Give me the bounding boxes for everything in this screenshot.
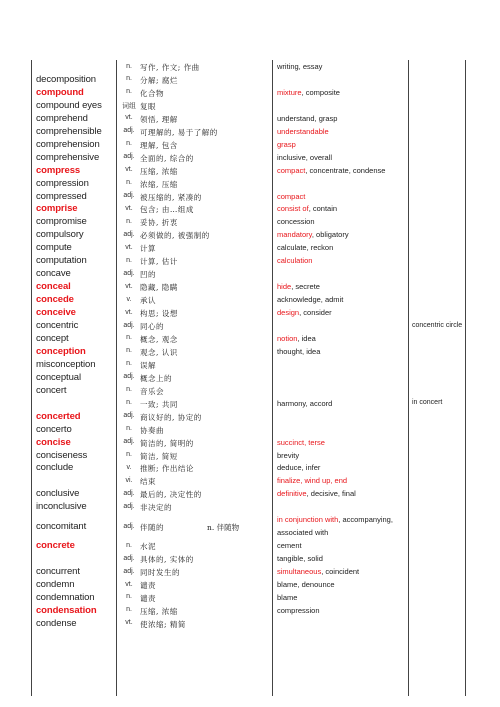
row-chinese-meaning: 商议好的, 协定的 <box>140 412 202 422</box>
row-part-of-speech: adj. <box>123 127 135 135</box>
synonym-text: blame <box>277 592 298 602</box>
table-row <box>0 605 500 618</box>
row-synonyms <box>277 230 349 239</box>
row-synonyms <box>277 140 296 149</box>
row-word: misconception <box>36 358 96 370</box>
synonym-text: , contain <box>308 204 338 214</box>
row-chinese-meaning: 妥协, 折衷 <box>140 218 178 228</box>
synonym-highlight: consist of <box>277 204 309 214</box>
row-synonyms <box>277 282 320 291</box>
row-chinese-meaning: 计算 <box>140 244 156 254</box>
row-chinese-meaning: 音乐会 <box>140 386 164 396</box>
row-chinese-meaning: 最后的, 决定性的 <box>140 490 202 500</box>
synonym-text: , concentrate, condense <box>305 165 386 175</box>
row-chinese-meaning: 压缩, 浓缩 <box>140 606 178 616</box>
synonym-text: , decisive, final <box>306 489 356 499</box>
row-synonyms <box>277 463 320 472</box>
row-synonyms <box>277 399 332 408</box>
synonym-highlight: mixture <box>277 87 302 97</box>
table-row <box>0 346 500 359</box>
table-row <box>0 411 500 424</box>
row-synonyms <box>277 606 320 615</box>
synonym-text: thought, idea <box>277 346 321 356</box>
table-row <box>0 268 500 281</box>
row-part-of-speech: adj. <box>123 269 135 277</box>
row-chinese-meaning: 分解; 腐烂 <box>140 75 178 85</box>
row-word: compound <box>36 86 84 98</box>
row-part-of-speech: n. <box>126 62 132 70</box>
row-word: concert <box>36 384 67 396</box>
row-chinese-meaning: 谴责 <box>140 581 156 590</box>
synonym-text: acknowledge, admit <box>277 295 344 305</box>
row-word: condemn <box>36 579 75 590</box>
table-row <box>0 203 500 216</box>
row-synonyms-continued: associated with <box>277 528 329 538</box>
row-part-of-speech: adj. <box>123 502 135 510</box>
table-row <box>0 61 500 74</box>
synonym-text: writing, essay <box>277 62 323 71</box>
row-part-of-speech: vt. <box>125 114 133 122</box>
row-part-of-speech: n. <box>126 334 132 342</box>
row-chinese-meaning: 结束 <box>140 477 156 487</box>
row-part-of-speech: adj. <box>123 192 135 199</box>
row-part-of-speech: adj. <box>123 153 135 161</box>
table-row <box>0 333 500 346</box>
row-part-of-speech: vt. <box>125 243 133 251</box>
row-chinese-meaning: 非决定的 <box>140 503 172 513</box>
synonym-text: calculate, reckon <box>277 243 334 253</box>
row-word: comprehensive <box>36 151 100 163</box>
row-word: conciseness <box>36 449 88 461</box>
row-word: conclude <box>36 462 74 474</box>
table-row <box>0 139 500 152</box>
row-chinese-meaning: 包含; 由…组成 <box>140 205 194 215</box>
synonym-text: understand, grasp <box>277 113 338 123</box>
row-phrase: concentric circle <box>412 321 463 329</box>
row-chinese-meaning: 协奏曲 <box>140 425 164 435</box>
row-synonyms <box>277 192 305 201</box>
synonym-highlight: notion <box>277 333 298 343</box>
row-chinese-meaning: 具体的, 实体的 <box>140 555 194 565</box>
table-row <box>0 514 500 540</box>
row-word: concave <box>36 268 71 280</box>
row-synonyms <box>277 541 302 550</box>
row-word: concerted <box>36 410 81 422</box>
row-word: concomitant <box>36 521 87 533</box>
row-part-of-speech: n. <box>126 347 132 355</box>
row-part-of-speech: n. <box>126 140 132 148</box>
table-row <box>0 216 500 229</box>
row-word: computation <box>36 255 87 267</box>
row-synonyms <box>277 580 335 589</box>
table-row <box>0 87 500 100</box>
table-row <box>0 475 500 488</box>
row-synonyms <box>277 204 337 213</box>
row-synonyms <box>277 243 333 252</box>
row-part-of-speech: n. <box>126 179 132 187</box>
synonym-text: , composite <box>301 87 340 97</box>
table-row <box>0 398 500 411</box>
synonym-highlight: hide <box>277 282 292 292</box>
row-word: comprehensible <box>36 125 102 137</box>
row-chinese-meaning: 误解 <box>140 360 156 370</box>
table-row <box>0 229 500 242</box>
row-chinese-meaning: 同心的 <box>140 322 164 331</box>
row-chinese-meaning: 伴随的 <box>140 523 164 533</box>
row-word: comprehend <box>36 112 88 124</box>
row-part-of-speech: n. <box>126 88 132 96</box>
synonym-highlight: definitive <box>277 489 307 499</box>
row-word: compressed <box>36 190 87 202</box>
row-part-of-speech: vt. <box>125 308 133 316</box>
row-part-of-speech: vt. <box>125 619 133 627</box>
row-part-of-speech: n. <box>126 360 132 368</box>
row-synonyms <box>277 256 312 265</box>
row-synonyms <box>277 62 322 71</box>
synonym-highlight: mandatory <box>277 230 312 240</box>
row-chinese-meaning: 理解, 包含 <box>140 140 178 150</box>
row-synonyms <box>277 593 297 602</box>
row-synonyms <box>277 476 347 485</box>
row-word: condense <box>36 617 77 629</box>
table-row <box>0 579 500 592</box>
row-part-of-speech: adj. <box>123 321 135 329</box>
row-chinese-meaning: 简洁, 简短 <box>140 451 178 461</box>
row-word: decomposition <box>36 73 96 85</box>
row-part-of-speech: adj. <box>123 489 135 497</box>
row-part-of-speech: n. <box>126 451 132 458</box>
row-word: concede <box>36 294 74 306</box>
row-word: compound eyes <box>36 99 102 111</box>
synonym-highlight: succinct, terse <box>277 437 325 447</box>
row-word: concentric <box>36 320 79 331</box>
row-chinese-meaning: 压缩, 浓缩 <box>140 166 178 176</box>
row-part-of-speech: adj. <box>123 373 135 381</box>
row-part-of-speech: n. <box>126 217 132 225</box>
row-synonyms <box>277 308 332 317</box>
table-row <box>0 178 500 191</box>
row-chinese-meaning: 凹的 <box>140 270 156 280</box>
row-part-of-speech: vt. <box>125 282 133 290</box>
row-chinese-meaning: 隐藏, 隐瞒 <box>140 283 178 293</box>
row-chinese-meaning: 写作, 作文; 作曲 <box>140 63 200 72</box>
row-part-of-speech: adj. <box>123 522 135 530</box>
row-word: comprehension <box>36 138 100 150</box>
table-row <box>0 385 500 398</box>
row-word: compute <box>36 242 72 254</box>
synonym-text: blame, denounce <box>277 580 335 589</box>
row-part-of-speech: adj. <box>123 567 135 575</box>
table-row <box>0 152 500 165</box>
row-synonyms <box>277 567 359 576</box>
table-row <box>0 592 500 605</box>
table-row <box>0 242 500 255</box>
row-chinese-meaning: 概念, 观念 <box>140 334 178 344</box>
table-row <box>0 100 500 113</box>
row-word: conclusive <box>36 488 80 500</box>
row-part-of-speech: n. <box>126 593 132 601</box>
row-word: concept <box>36 332 69 344</box>
row-word: concurrent <box>36 566 80 578</box>
row-part-of-speech: v. <box>126 463 132 471</box>
table-row <box>0 320 500 333</box>
row-chinese-meaning: 同时发生的 <box>140 568 180 578</box>
row-word: compromise <box>36 216 87 228</box>
table-row <box>0 191 500 204</box>
table-row <box>0 359 500 372</box>
row-word: conception <box>36 345 86 357</box>
row-synonyms <box>277 554 323 563</box>
synonym-text: cement <box>277 541 302 551</box>
table-row <box>0 540 500 553</box>
row-synonyms <box>277 438 325 447</box>
table-row <box>0 307 500 320</box>
row-word: conceal <box>36 281 71 293</box>
row-chinese-meaning: 领悟, 理解 <box>140 114 178 124</box>
synonym-text: inclusive, overall <box>277 152 333 162</box>
row-part-of-speech: vi. <box>125 476 133 484</box>
synonym-highlight: finalize, wind up, end <box>277 476 348 486</box>
row-chinese-meaning: 被压缩的, 紧凑的 <box>140 192 202 202</box>
row-synonyms <box>277 127 329 136</box>
table-row <box>0 618 500 631</box>
synonym-text: concession <box>277 217 315 227</box>
row-word: compress <box>36 164 81 176</box>
row-word: concrete <box>36 540 75 552</box>
table-row <box>0 74 500 87</box>
table-row <box>0 501 500 514</box>
table-row <box>0 553 500 566</box>
row-word: conceptual <box>36 371 81 383</box>
synonym-highlight: in conjunction with <box>277 515 339 525</box>
synonym-text: , secrete <box>291 282 320 292</box>
synonym-text: deduce, infer <box>277 463 321 473</box>
row-synonyms <box>277 347 320 356</box>
row-word: concise <box>36 436 71 448</box>
table-row <box>0 450 500 463</box>
table-row <box>0 488 500 501</box>
row-synonyms <box>277 88 340 97</box>
row-synonyms <box>277 451 299 460</box>
row-chinese-meaning: 推断; 作出结论 <box>140 464 194 474</box>
row-part-of-speech: adj. <box>123 438 135 446</box>
synonym-highlight: simultaneous <box>277 567 322 577</box>
row-part-of-speech: adj. <box>123 554 135 562</box>
row-chinese-meaning: 化合物 <box>140 88 164 98</box>
row-chinese-meaning: 浓缩, 压缩 <box>140 179 178 189</box>
row-part-of-speech: adj. <box>123 412 135 420</box>
row-part-of-speech: n. <box>126 75 132 83</box>
row-part-of-speech: adj. <box>123 230 135 238</box>
synonym-highlight: design <box>277 308 300 318</box>
row-chinese-meaning: 概念上的 <box>140 373 172 383</box>
row-chinese-meaning: 构思; 设想 <box>140 309 178 319</box>
synonym-text: compression <box>277 605 320 615</box>
row-chinese-meaning-secondary: n. 伴随物 <box>207 523 240 533</box>
row-synonyms <box>277 515 393 524</box>
synonym-text: , consider <box>299 308 332 318</box>
row-word: concerto <box>36 423 72 435</box>
row-part-of-speech: n. <box>126 541 132 549</box>
row-synonyms <box>277 166 385 175</box>
synonym-text: , idea <box>297 333 316 343</box>
synonym-text: , obligatory <box>311 230 349 240</box>
row-synonyms <box>277 295 343 304</box>
table-row <box>0 113 500 126</box>
synonym-highlight: calculation <box>277 256 313 266</box>
row-chinese-meaning: 全面的, 综合的 <box>140 153 194 163</box>
row-synonyms <box>277 334 316 343</box>
synonym-text: harmony, accord <box>277 398 333 408</box>
row-chinese-meaning: 一致; 共同 <box>140 399 178 409</box>
row-synonyms <box>277 153 332 162</box>
row-chinese-meaning: 观念, 认识 <box>140 347 178 357</box>
row-part-of-speech: n. <box>126 256 132 264</box>
row-part-of-speech: n. <box>126 606 132 614</box>
row-phrase: in concert <box>412 399 443 407</box>
row-chinese-meaning: 谴责 <box>140 593 156 603</box>
row-chinese-meaning: 复眼 <box>140 101 156 111</box>
table-row <box>0 165 500 178</box>
row-part-of-speech: vt. <box>125 204 133 212</box>
row-chinese-meaning: 计算, 估计 <box>140 257 178 267</box>
row-word: comprise <box>36 203 78 215</box>
table-row <box>0 294 500 307</box>
table-row <box>0 255 500 268</box>
row-word: compulsory <box>36 229 84 241</box>
synonym-highlight: compact <box>277 191 306 201</box>
table-row <box>0 437 500 450</box>
table-row <box>0 372 500 385</box>
synonym-highlight: compact <box>277 165 306 175</box>
table-row <box>0 126 500 139</box>
row-word: compression <box>36 177 89 189</box>
table-row <box>0 566 500 579</box>
row-chinese-meaning: 使浓缩; 精简 <box>140 619 186 629</box>
row-part-of-speech: n. <box>126 386 132 394</box>
row-part-of-speech: 词组 <box>122 103 136 111</box>
row-word: conceive <box>36 307 76 319</box>
row-chinese-meaning: 水泥 <box>140 542 156 552</box>
row-chinese-meaning: 简洁的, 简明的 <box>140 438 194 448</box>
row-chinese-meaning: 必须做的, 被强制的 <box>140 231 210 241</box>
synonym-text: tangible, solid <box>277 554 323 564</box>
row-word: condensation <box>36 604 97 616</box>
row-chinese-meaning: 承认 <box>140 296 156 306</box>
row-word: condemnation <box>36 591 95 603</box>
row-part-of-speech: n. <box>126 425 132 433</box>
synonym-highlight: grasp <box>277 139 296 149</box>
row-synonyms <box>277 114 337 123</box>
row-part-of-speech: v. <box>126 295 132 303</box>
row-synonyms <box>277 489 356 498</box>
row-part-of-speech: vt. <box>125 166 133 174</box>
table-row <box>0 281 500 294</box>
synonym-highlight: understandable <box>277 126 329 136</box>
table-row <box>0 424 500 437</box>
row-part-of-speech: n. <box>126 399 132 407</box>
row-chinese-meaning: 可理解的, 易于了解的 <box>140 127 218 137</box>
synonym-text: , accompanying, <box>338 515 393 525</box>
synonym-text: , coincident <box>321 567 360 577</box>
row-word: inconclusive <box>36 501 87 513</box>
row-part-of-speech: vt. <box>125 580 133 588</box>
table-row <box>0 462 500 475</box>
row-synonyms <box>277 217 315 226</box>
synonym-text: brevity <box>277 450 300 460</box>
